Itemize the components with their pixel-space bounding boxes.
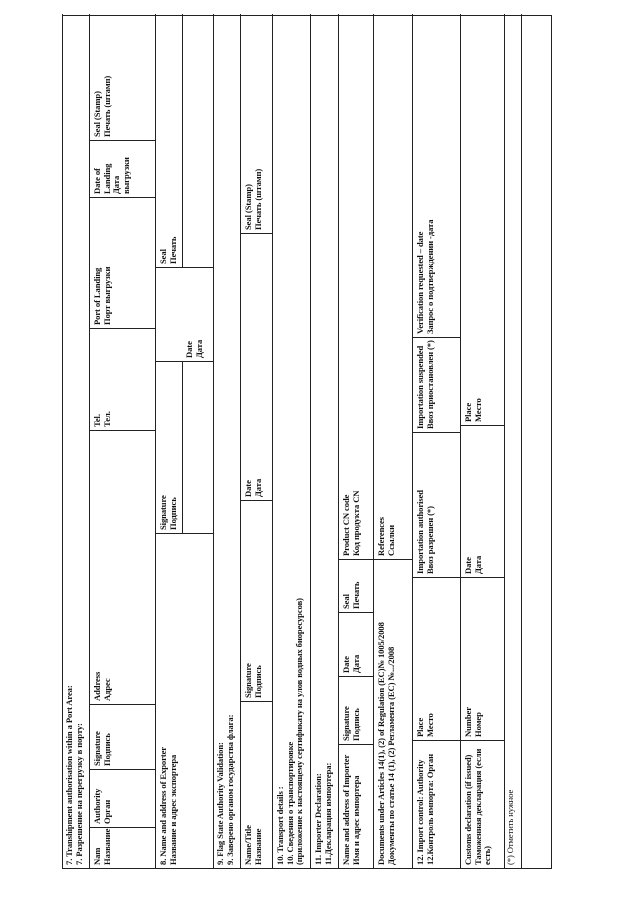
flag-state-title: 9. Flag State Authority Validation: 9. Заверено органом государства флага: xyxy=(215,714,235,865)
rule xyxy=(412,337,460,338)
rule xyxy=(338,559,373,560)
importer-seal-label: Seal Печать xyxy=(341,581,361,609)
catch-certificate-form xyxy=(62,15,552,869)
rule xyxy=(460,577,504,578)
rule xyxy=(89,328,155,329)
seal-stamp-label: Seal (Stamp) Печать (штамп) xyxy=(92,75,112,137)
rule xyxy=(155,267,213,268)
product-cn-code-label: Product CN code Код продукта CN xyxy=(341,490,361,556)
rule xyxy=(460,425,504,426)
rule xyxy=(155,14,156,868)
rule xyxy=(412,740,460,741)
tel-label: Tel. Тел. xyxy=(92,411,112,427)
exporter-title: 8. Name and address of Exporter Название и адрес экспортера xyxy=(158,746,178,865)
rule xyxy=(504,14,505,868)
rule xyxy=(89,430,155,431)
rule xyxy=(338,14,339,868)
rule xyxy=(89,197,155,198)
rule xyxy=(155,361,213,362)
rule xyxy=(89,14,90,868)
rule xyxy=(182,362,183,534)
rule xyxy=(412,577,460,578)
flag-seal-label: Seal (Stamp) Печать (штамп) xyxy=(243,168,263,230)
rule xyxy=(155,533,213,534)
importer-date-label: Date Дата xyxy=(341,654,361,673)
verification-requested-label: Verification requested – date Запрос о подтверждении -дата xyxy=(415,219,435,334)
rule xyxy=(338,676,373,677)
rule xyxy=(373,559,412,560)
port-of-landing-label: Port of Landing Порт выгрузки xyxy=(92,266,112,325)
rule xyxy=(272,14,273,868)
signature-label: Signature Подпись xyxy=(92,731,112,766)
footnote: (*) Отметить нужное xyxy=(505,789,515,865)
rule xyxy=(89,769,155,770)
importer-declaration-title: 11. Importer Declaration: 11.Декларация импортера: xyxy=(313,762,333,865)
transport-title: 10. Transport details : 10. Сведения о транспортировке (приложение к настоящему сертификату на улов водных биоресурсов) xyxy=(275,598,305,865)
name-title-label: Name/Title Название xyxy=(243,825,263,865)
rule-top xyxy=(62,14,63,868)
rule xyxy=(182,14,183,268)
flag-signature-label: Signature Подпись xyxy=(243,663,263,698)
rule xyxy=(213,14,214,868)
name-label: Nam Название xyxy=(92,828,112,865)
customs-declaration-title: Customs declaration (if issued) Таможенная декларация (если есть) xyxy=(463,748,493,865)
rule xyxy=(460,740,504,741)
documents-label: Documents under Articles 14(1), (2) of Regulation (EC)№ 1005/2008 Документы по статье 14 (1), (2) Регламента (ЕС) №.../2008 xyxy=(376,622,396,865)
importation-authorised-label: Importation authorised Ввоз разрешен (*) xyxy=(415,490,435,574)
rule xyxy=(521,14,522,868)
rule xyxy=(89,140,155,141)
references-label: References Ссылки xyxy=(376,517,396,556)
importation-suspended-label: Importation suspended Ввоз приостановлен (*) xyxy=(415,340,435,429)
importer-name-label: Name and address of Importer Имя и адрес импортера xyxy=(341,754,361,865)
rule xyxy=(89,704,155,705)
customs-place-label: Place Место xyxy=(463,398,483,422)
rule xyxy=(338,612,373,613)
rule xyxy=(240,233,272,234)
importer-signature-label: Signature Подпись xyxy=(341,706,361,741)
rule xyxy=(240,500,272,501)
address-label: Address Адрес xyxy=(92,671,112,701)
authority-label: Authority Орган xyxy=(92,788,112,824)
import-place-label: Place Место xyxy=(415,713,435,737)
section-7-title: 7. Transhipment authorisation within a Port Area: 7. Разрешение на перегрузку в порту: xyxy=(64,685,84,865)
import-control-title: 12. Import control: Authority 12.Контроль импорта: Орган xyxy=(415,754,435,865)
rule xyxy=(310,14,311,868)
customs-number-label: Number Номер xyxy=(463,707,483,737)
exporter-date-label: Date Дата xyxy=(184,339,204,358)
exporter-signature-label: Signature Подпись xyxy=(158,495,178,530)
rule xyxy=(240,701,272,702)
rule xyxy=(373,14,374,868)
landing-date-label: Date of Landing Дата выгрузки xyxy=(92,157,131,194)
rule xyxy=(240,14,241,868)
customs-date-label: Date Дата xyxy=(463,555,483,574)
flag-date-label: Date Дата xyxy=(243,478,263,497)
rule xyxy=(338,744,373,745)
rule xyxy=(412,432,460,433)
exporter-seal-label: Seal Печать xyxy=(158,236,178,264)
